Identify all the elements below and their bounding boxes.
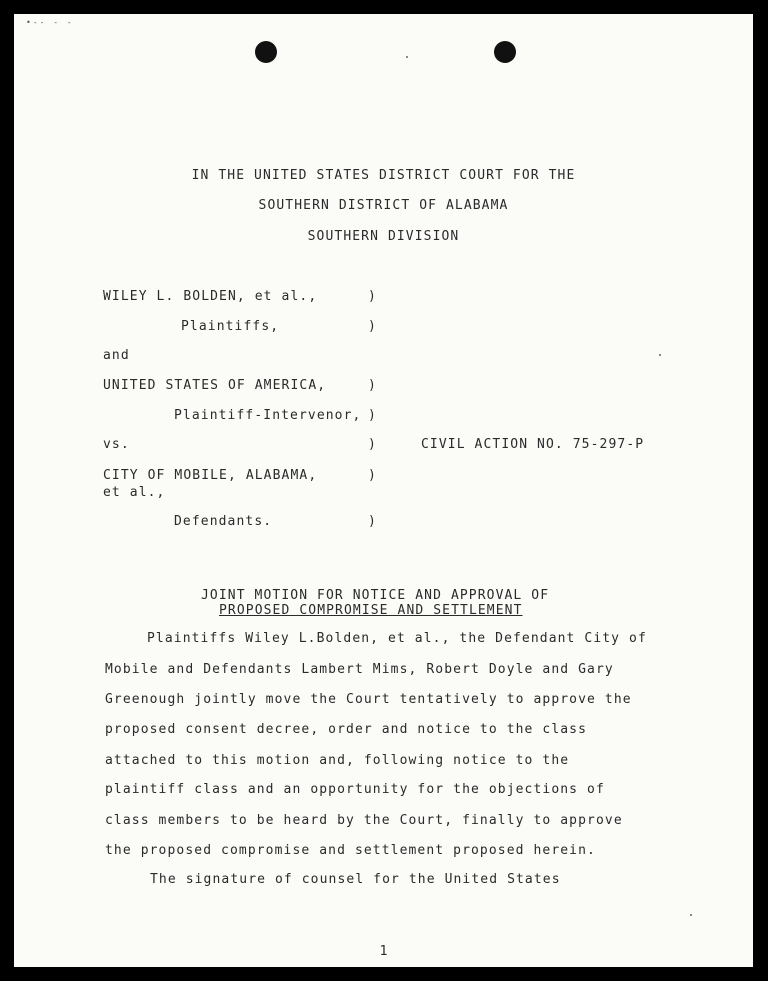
body-line: the proposed compromise and settlement proposed herein. (105, 843, 596, 858)
scan-speck (659, 354, 661, 356)
motion-title-line-2: PROPOSED COMPROMISE AND SETTLEMENT (219, 603, 523, 618)
body-line: proposed consent decree, order and notice to the class (105, 722, 588, 737)
body-line: Mobile and Defendants Lambert Mims, Robert Doyle and Gary (105, 662, 614, 677)
and-label: and (103, 348, 130, 363)
caption-paren: ) (368, 437, 377, 452)
caption-paren: ) (368, 468, 377, 483)
scan-speck (406, 56, 408, 58)
defendant-role: Defendants. (174, 514, 273, 529)
vs-label: vs. (103, 437, 130, 452)
defendant-name-line-1: CITY OF MOBILE, ALABAMA, (103, 468, 318, 483)
body-line: The signature of counsel for the United States (150, 872, 561, 887)
caption-paren: ) (368, 319, 377, 334)
body-line: class members to be heard by the Court, finally to approve (105, 813, 623, 828)
court-title-line-3: SOUTHERN DIVISION (307, 229, 460, 244)
corner-marks: •-- - - (26, 18, 74, 27)
caption-paren: ) (368, 408, 377, 423)
document-page (14, 14, 753, 967)
body-line: plaintiff class and an opportunity for the objections of (105, 782, 605, 797)
body-line: Plaintiffs Wiley L.Bolden, et al., the Defendant City of (147, 631, 647, 646)
plaintiff-name: WILEY L. BOLDEN, et al., (103, 289, 318, 304)
page-number: 1 (379, 944, 388, 959)
intervenor-name: UNITED STATES OF AMERICA, (103, 378, 327, 393)
punch-hole-left (255, 41, 277, 63)
body-line: attached to this motion and, following notice to the (105, 753, 570, 768)
court-title-line-1: IN THE UNITED STATES DISTRICT COURT FOR THE (191, 168, 576, 183)
plaintiff-role: Plaintiffs, (181, 319, 280, 334)
civil-action-number: CIVIL ACTION NO. 75-297-P (421, 437, 645, 452)
motion-title-line-1: JOINT MOTION FOR NOTICE AND APPROVAL OF (201, 588, 550, 603)
body-line: Greenough jointly move the Court tentatively to approve the (105, 692, 632, 707)
caption-paren: ) (368, 514, 377, 529)
caption-paren: ) (368, 378, 377, 393)
defendant-name-line-2: et al., (103, 485, 166, 500)
intervenor-role: Plaintiff-Intervenor, (174, 408, 362, 423)
punch-hole-right (494, 41, 516, 63)
court-title-line-2: SOUTHERN DISTRICT OF ALABAMA (258, 198, 509, 213)
scan-speck (690, 914, 692, 916)
caption-paren: ) (368, 289, 377, 304)
